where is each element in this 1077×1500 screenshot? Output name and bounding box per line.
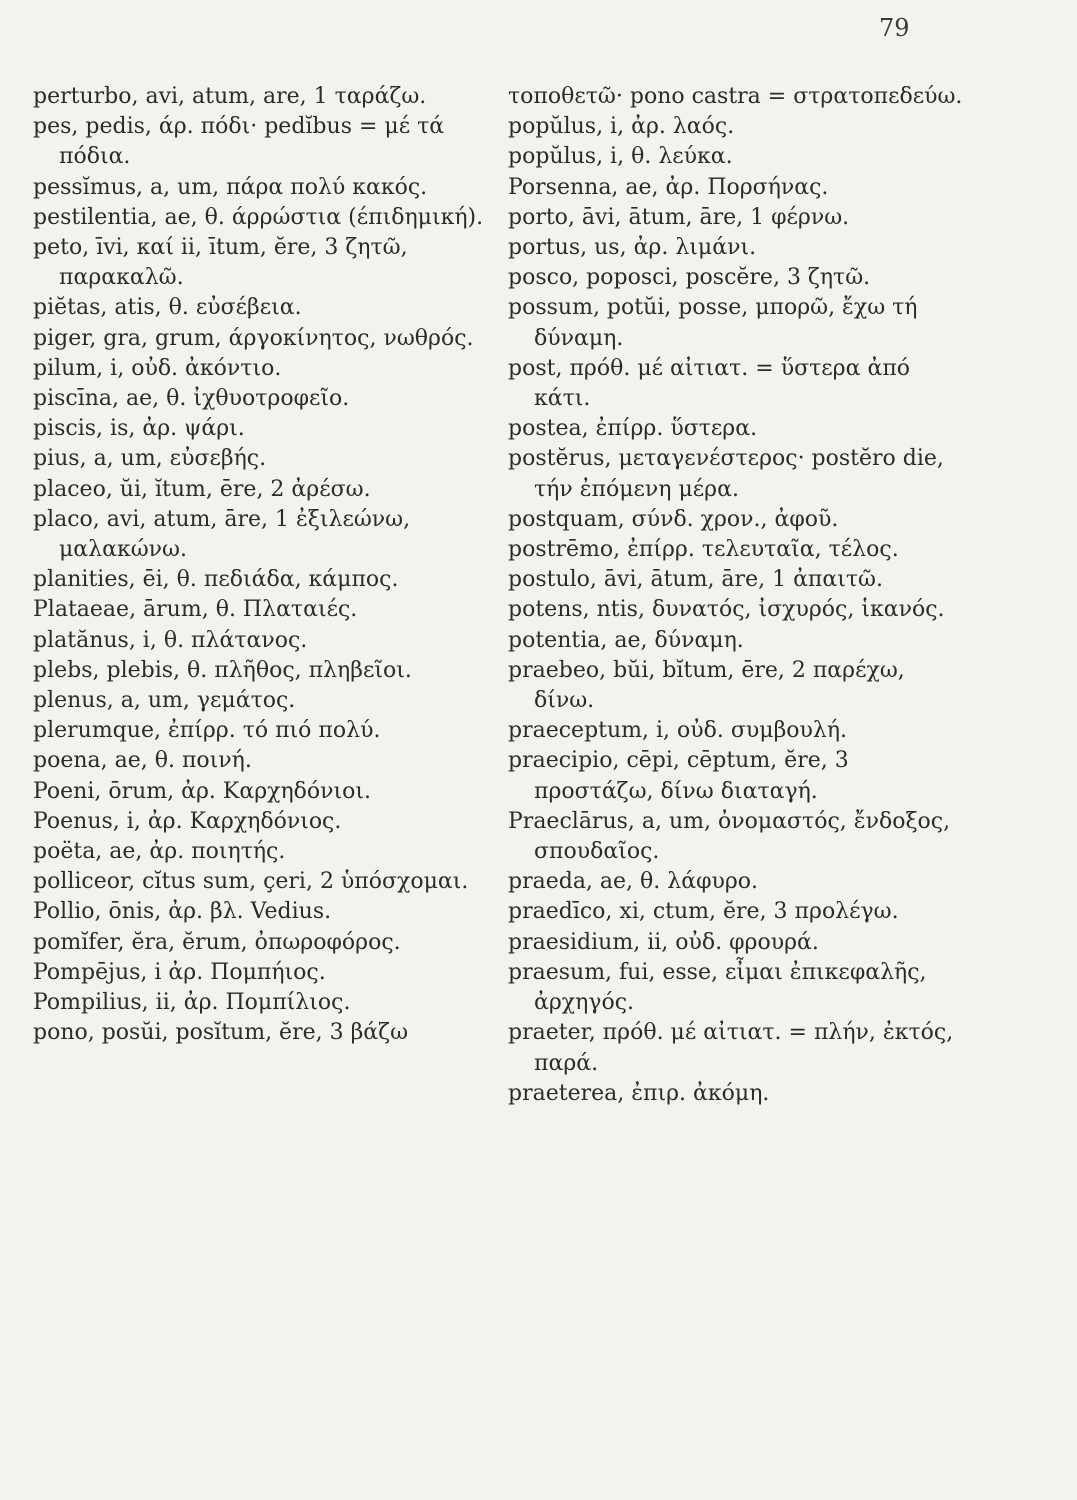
dictionary-entry: praedīco, xi, ctum, ĕre, 3 προλέγω. — [508, 899, 899, 925]
dictionary-entry: Poeni, ōrum, ἀρ. Καρχηδόνιοι. — [33, 778, 372, 804]
dictionary-entry: placo, avi, atum, āre, 1 ἐξιλεώνω, μαλακώνω. — [33, 506, 411, 563]
dictionary-entry: postea, ἐπίρρ. ὕστερα. — [508, 416, 758, 442]
left-column — [33, 82, 491, 1049]
dictionary-entry: Pompējus, i ἀρ. Πομπήιος. — [33, 959, 326, 985]
dictionary-entry: pessĭmus, a, um, πάρα πολύ κακός. — [33, 174, 428, 200]
dictionary-entry: platănus, i, θ. πλάτανος. — [33, 627, 308, 653]
dictionary-entry: placeo, ŭi, ĭtum, ēre, 2 ἀρέσω. — [33, 476, 371, 502]
dictionary-entry: pestilentia, ae, θ. άρρώστια (έπιδημική). — [33, 204, 484, 230]
dictionary-entry: praeceptum, i, οὐδ. συμβουλή. — [508, 718, 848, 744]
dictionary-entry: polliceor, cĭtus sum, çeri, 2 ὑπόσχομαι. — [33, 869, 469, 895]
dictionary-entry: perturbo, avi, atum, are, 1 ταράζω. — [33, 84, 427, 109]
dictionary-entry: praeter, πρόθ. μέ αἰτιατ. = πλήν, ἐκτός, παρά. — [508, 1020, 954, 1076]
dictionary-entry: planities, ēi, θ. πεδιάδα, κάμπος. — [33, 567, 399, 593]
dictionary-entry: praeda, ae, θ. λάφυρο. — [508, 869, 759, 895]
dictionary-entry: plenus, a, um, γεμάτος. — [33, 688, 296, 714]
dictionary-entry: post, πρόθ. μέ αἰτιατ. = ὕστερα ἀπό κάτι. — [508, 355, 911, 412]
dictionary-entry: Pompilius, ii, ἀρ. Πομπίλιος. — [33, 990, 351, 1016]
dictionary-entry: piĕtas, atis, θ. εὐσέβεια. — [33, 295, 302, 321]
dictionary-entry: peto, īvi, καί ii, ītum, ĕre, 3 ζητῶ, παρακαλῶ. — [33, 235, 408, 291]
dictionary-entry: praebeo, bŭi, bĭtum, ēre, 2 παρέχω, δίνω. — [508, 657, 905, 714]
dictionary-entry: Pollio, ōnis, ἀρ. βλ. Vedius. — [33, 899, 332, 925]
dictionary-entry: postquam, σύνδ. χρον., ἀφοῦ. — [508, 506, 839, 532]
dictionary-entry: Plataeae, ārum, θ. Πλαταιές. — [33, 597, 358, 623]
dictionary-entry: praecipio, cēpi, cēptum, ĕre, 3 προστάζω, δίνω διαταγή. — [508, 748, 849, 804]
dictionary-entry: praesidium, ii, οὐδ. φρουρά. — [508, 929, 819, 955]
dictionary-entry: posco, poposci, poscĕre, 3 ζητῶ. — [508, 265, 871, 291]
dictionary-entry: pono, posŭi, posĭtum, ĕre, 3 βάζω — [33, 1020, 409, 1046]
dictionary-entry: piscis, is, ἀρ. ψάρι. — [33, 416, 245, 442]
dictionary-entry: porto, āvi, ātum, āre, 1 φέρνω. — [508, 204, 850, 230]
dictionary-entry: praesum, fui, esse, εἶμαι ἐπικεφαλῆς, ἀρχηγός. — [508, 959, 927, 1016]
dictionary-entry: postulo, āvi, ātum, āre, 1 ἀπαιτῶ. — [508, 567, 883, 593]
dictionary-entry: Poenus, i, ἀρ. Καρχηδόνιος. — [33, 808, 342, 834]
dictionary-entry: poena, ae, θ. ποινή. — [33, 748, 252, 774]
dictionary-entry: potens, ntis, δυνατός, ἰσχυρός, ἱκανός. — [508, 597, 945, 623]
dictionary-entry: popŭlus, i, ἀρ. λαός. — [508, 114, 735, 140]
dictionary-entry: possum, potŭi, posse, μπορῶ, ἔχω τή δύναμη. — [508, 295, 918, 351]
dictionary-entry: piscīna, ae, θ. ἰχθυοτροφεῖο. — [33, 386, 350, 412]
right-column — [508, 82, 963, 1109]
dictionary-entry: praeterea, ἐπιρ. ἀκόμη. — [508, 1080, 770, 1106]
page-number: 79 — [879, 14, 910, 42]
dictionary-entry: Porsenna, ae, ἀρ. Πορσήνας. — [508, 174, 829, 200]
dictionary-entry: pilum, i, οὐδ. ἀκόντιο. — [33, 355, 282, 381]
dictionary-entry: piger, gra, grum, άργοκίνητος, νωθρός. — [33, 325, 474, 351]
dictionary-entry: popŭlus, i, θ. λεύκα. — [508, 144, 733, 170]
dictionary-entry: pes, pedis, άρ. πόδι· pedĭbus = μέ τά πόδια. — [33, 114, 445, 170]
dictionary-entry: portus, us, ἀρ. λιμάνι. — [508, 235, 757, 261]
dictionary-entry: poëta, ae, ἀρ. ποιητής. — [33, 839, 286, 865]
dictionary-entry: potentia, ae, δύναμη. — [508, 627, 744, 653]
dictionary-entry: plerumque, ἐπίρρ. τό πιό πολύ. — [33, 718, 381, 744]
dictionary-entry: pius, a, um, εὐσεβής. — [33, 446, 267, 472]
dictionary-entry: Praeclārus, a, um, ὀνομαστός, ἔνδοξος, σπουδαῖος. — [508, 808, 951, 865]
dictionary-entry: pomĭfer, ĕra, ĕrum, ὀπωροφόρος. — [33, 929, 401, 955]
dictionary-entry: postĕrus, μεταγενέστερος· postĕro die, τήν ἐπόμενη μέρα. — [508, 446, 944, 502]
dictionary-entry: τοποθετῶ· pono castra = στρατοπεδεύω. — [508, 84, 963, 109]
dictionary-entry: plebs, plebis, θ. πλῆθος, πληβεῖοι. — [33, 657, 412, 683]
dictionary-entry: postrēmo, ἐπίρρ. τελευταῖα, τέλος. — [508, 537, 899, 563]
